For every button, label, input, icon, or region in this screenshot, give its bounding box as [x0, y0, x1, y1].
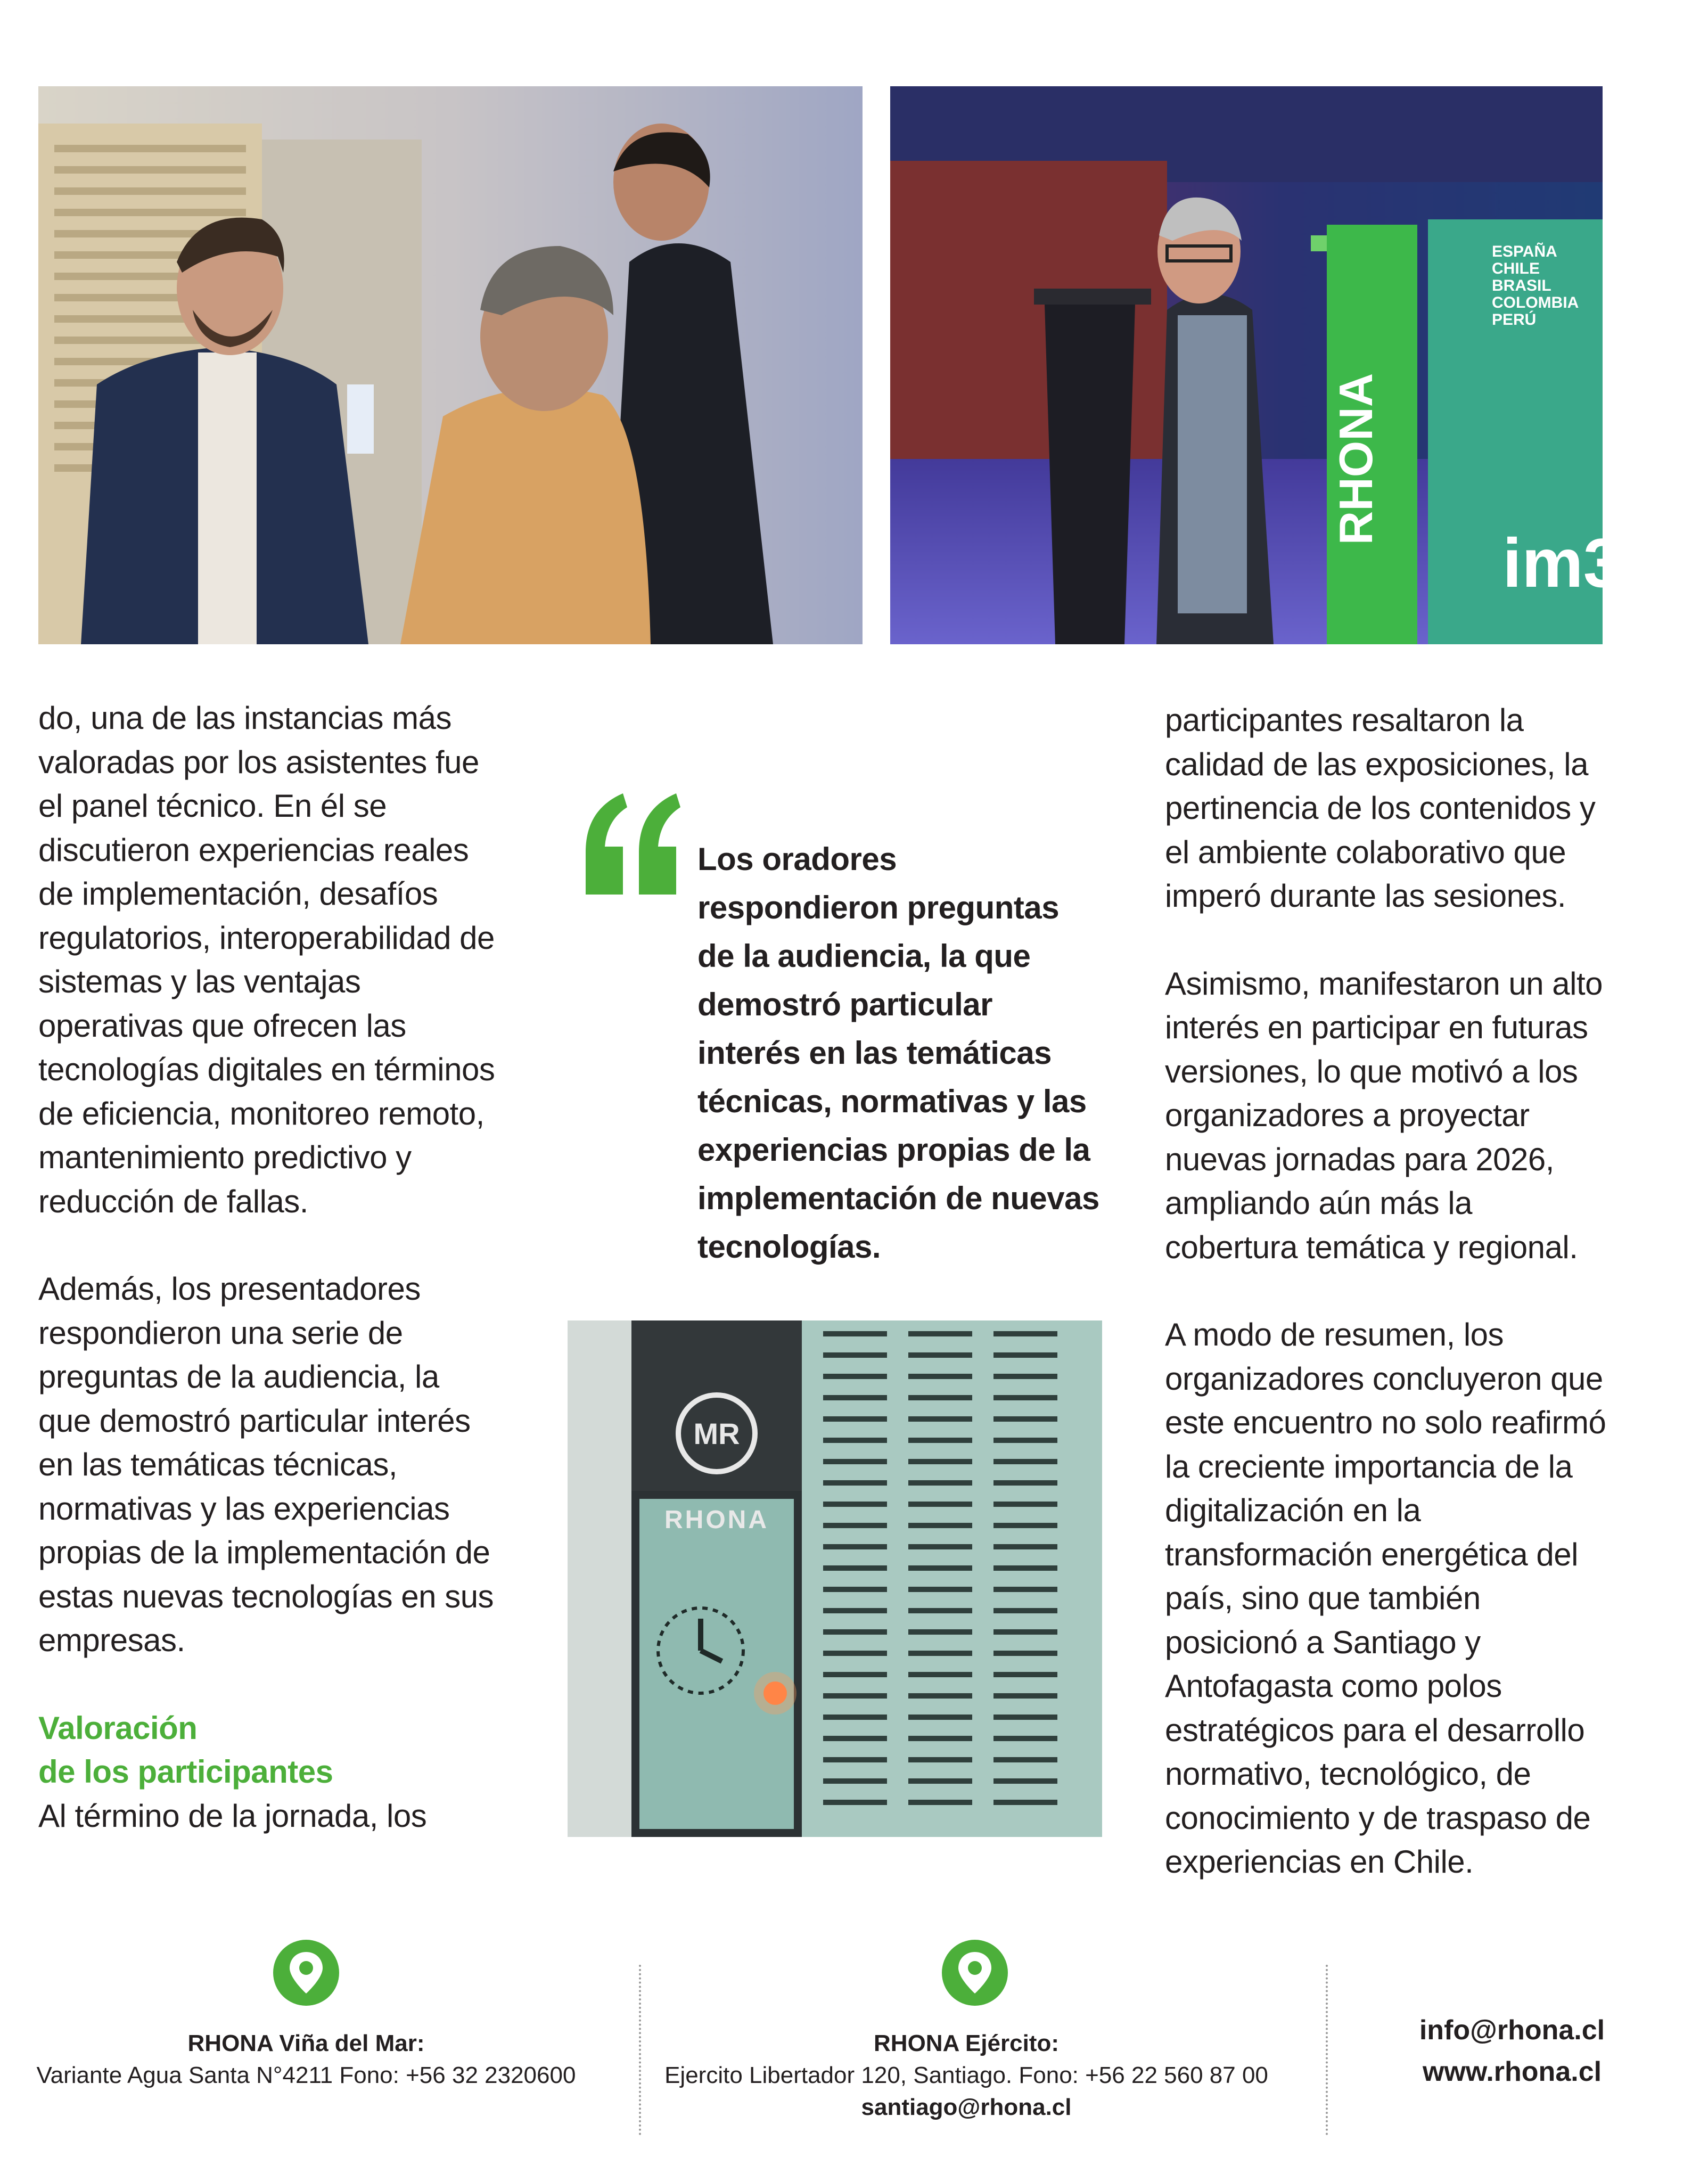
footer-office-ejercito-email[interactable]: santiago@rhona.cl: [861, 2094, 1072, 2120]
footer-contact: [1363, 2009, 1661, 2093]
pull-quote-text: Los oradores respondieron preguntas de la audiencia, la que demostró particular interés en las temáticas técnicas, normativas y las experiencias propias de la implementación de nuevas tecnologías.: [697, 841, 1099, 1265]
section-subhead-line-2: de los participantes: [38, 1754, 333, 1790]
text-column-right: [1165, 699, 1607, 1884]
banner-country-colombia: COLOMBIA: [1492, 294, 1579, 311]
banner-im3-text: im3: [1502, 524, 1622, 602]
footer-divider: [639, 1965, 641, 2135]
banner-country-brasil: BRASIL: [1492, 277, 1551, 294]
banner-country-espana: ESPAÑA: [1492, 243, 1557, 260]
section-subhead-line-1: Valoración: [38, 1710, 198, 1746]
text-column-left: [38, 696, 496, 1838]
left-paragraph-1: do, una de las instancias más valoradas por los asistentes fue el panel técnico. En él se discutieron experiencias reales de implementación, desafíos regulatorios, interoperabilidad de sistemas y las ventajas operativas que ofrecen las tecnologías digitales en términos de eficiencia, monitoreo remoto, mantenimiento predictivo y reducción de fallas.: [38, 700, 495, 1219]
right-paragraph-3: A modo de resumen, los organizadores concluyeron que este encuentro no solo reafirmó la creciente importancia de la digitalización en la transformación energética del país, sino que también posicionó a Santiago y Antofagasta como polos estratégicos para el desarrollo normativo, tecnológico, de conocimiento y de traspaso de experiencias en Chile.: [1165, 1317, 1606, 1880]
footer-office-ejercito-address: Ejercito Libertador 120, Santiago. Fono: +56 22 560 87 00: [664, 2062, 1268, 2088]
banner-country-chile: CHILE: [1492, 260, 1540, 277]
right-paragraph-1: participantes resaltaron la calidad de las exposiciones, la pertinencia de los contenidos y el ambiente colaborativo que imperó durante las sesiones.: [1165, 702, 1596, 914]
mr-logo-text: MR: [693, 1417, 740, 1450]
left-paragraph-2: Además, los presentadores respondieron una serie de preguntas de la audiencia, la que demostró particular interés en las temáticas técnicas, normativas y las experiencias propias de la implementación de estas nuevas tecnologías en sus empresas.: [38, 1271, 494, 1658]
footer-office-ejercito: [655, 2028, 1278, 2123]
location-pin-icon: [272, 1938, 341, 2007]
banner-country-peru: PERÚ: [1492, 311, 1537, 329]
banner-rhona-text: RHONA: [1329, 373, 1382, 545]
right-paragraph-2: Asimismo, manifestaron un alto interés en participar en futuras versiones, lo que motivó a los organizadores a proyectar nuevas jornadas para 2026, ampliando aún más la cobertura temática y regional.: [1165, 965, 1603, 1265]
photo-rhona-equipment: [568, 1320, 1102, 1837]
footer-divider: [1326, 1965, 1328, 2135]
footer-office-vina: [21, 2028, 591, 2091]
photo-rhona-equipment-image: [568, 1320, 1102, 1837]
footer-web-link[interactable]: www.rhona.cl: [1422, 2056, 1602, 2087]
rhona-label-text: RHONA: [664, 1506, 769, 1534]
photo-speaker-podium: [890, 86, 1622, 644]
footer-office-vina-title: RHONA Viña del Mar:: [187, 2030, 425, 2056]
photo-speaker-podium-image: [890, 86, 1622, 644]
quote-mark-icon: [580, 793, 681, 900]
location-pin-icon: [940, 1938, 1009, 2007]
left-paragraph-3: Al término de la jornada, los: [38, 1798, 427, 1834]
photo-men-talking-image: [38, 86, 863, 644]
footer-office-vina-address: Variante Agua Santa N°4211 Fono: +56 32 2320600: [36, 2062, 576, 2088]
footer-email-link[interactable]: info@rhona.cl: [1419, 2015, 1605, 2046]
photo-men-talking: [38, 86, 863, 644]
footer-office-ejercito-title: RHONA Ejército:: [874, 2030, 1059, 2056]
